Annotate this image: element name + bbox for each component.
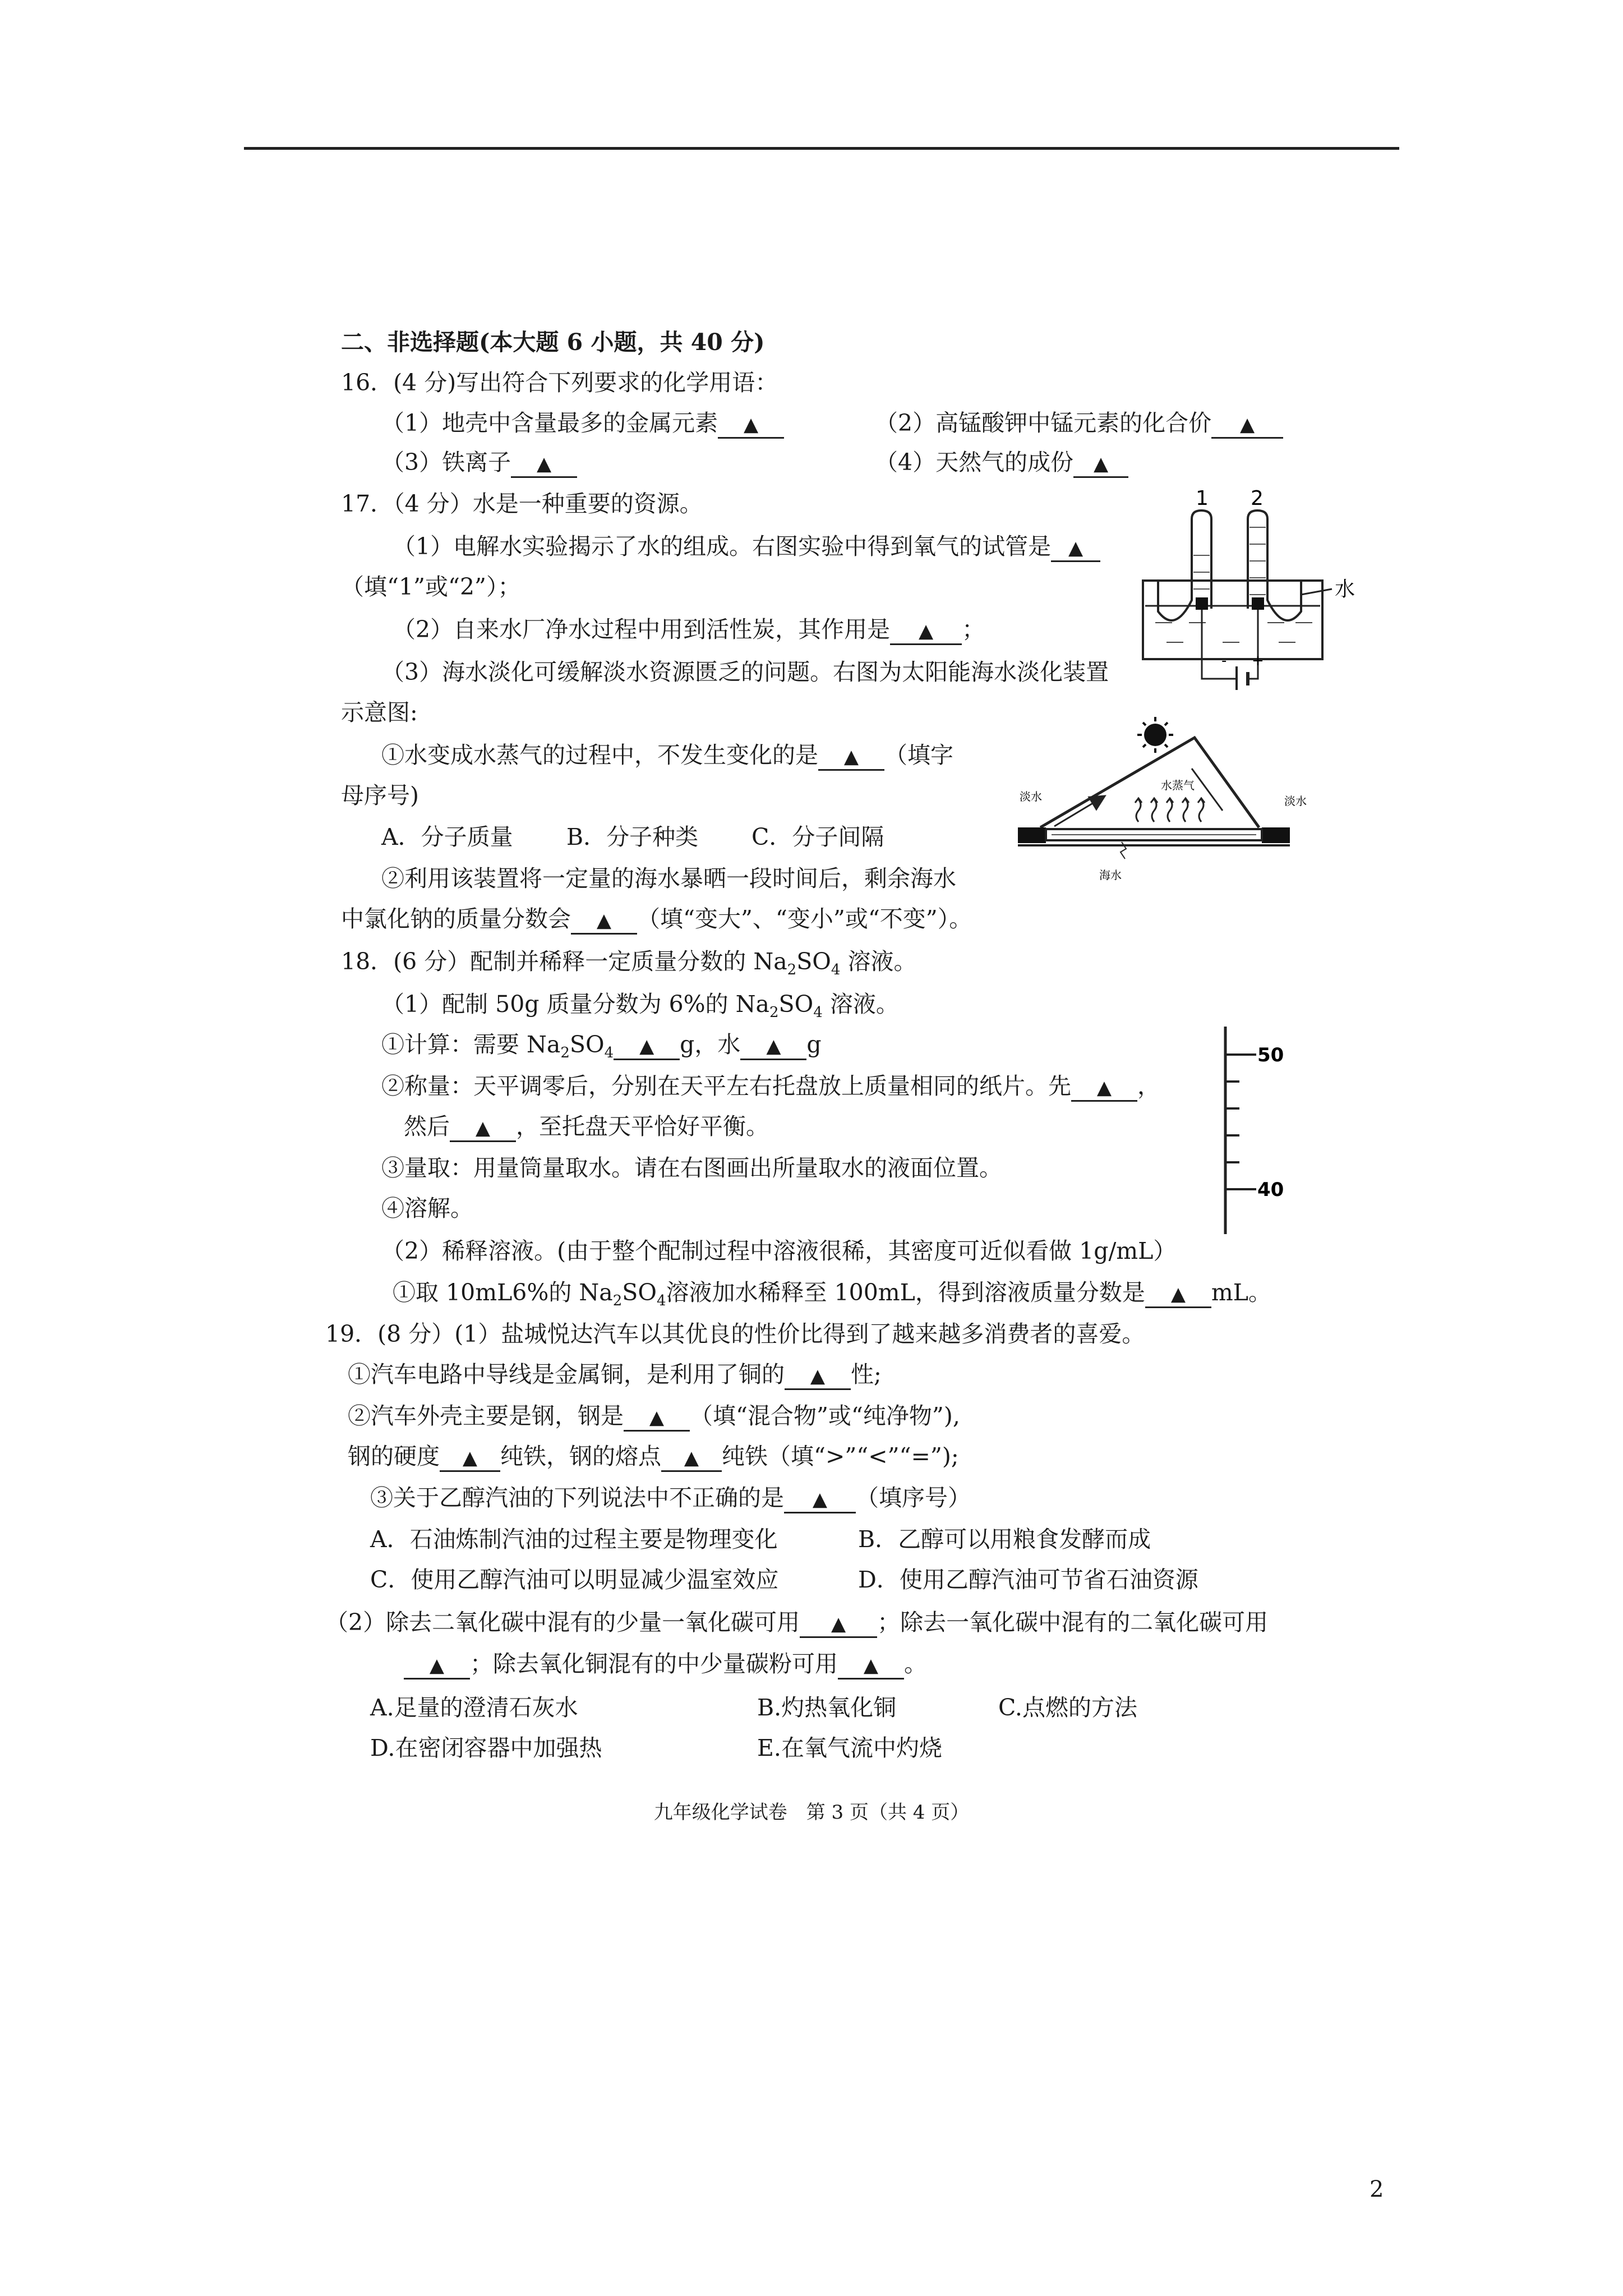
q17-part1 [393,532,1100,562]
q17-part1-text: （1）电解水实验揭示了水的组成。右图实验中得到氧气的试管是 [393,533,1052,560]
q18-stem-end: 溶液。 [840,948,917,975]
q17-part3: （3）海水淡化可缓解淡水资源匮乏的问题。右图为太阳能海水淡化装置 [381,659,1109,685]
battery-minus: - [1221,652,1227,669]
q17-sub1-hint: （填字 [884,742,953,769]
q19-sub2-text: ②汽车外壳主要是钢，钢是 [348,1402,624,1429]
circuit-wire [1202,610,1258,679]
water-pointer [1301,589,1332,595]
subscript: 4 [604,1045,614,1062]
page-footer: 九年级化学试卷 第 3 页（共 4 页） [653,1801,970,1824]
answer-blank[interactable] [661,1444,722,1472]
cylinder-ticks [1225,1055,1256,1189]
q19-part2-cont [404,1649,927,1680]
q18-sub2-end: ，至托盘天平恰好平衡。 [516,1113,769,1140]
q19-sub2-cont [348,1442,959,1472]
q18-part2-sub1-formula: SO [622,1279,657,1306]
q17-option-a: A．分子质量 [381,823,513,850]
q16-part3-text: （3）铁离子 [381,449,511,476]
left-base-block [1018,827,1046,843]
page-number: 2 [1370,2177,1384,2202]
triangle-marker: ▲ [475,1117,491,1139]
q18-sub3: ③量取：用量筒量取水。请在右图画出所量取水的液面位置。 [381,1154,1002,1181]
answer-blank[interactable] [1071,1074,1137,1102]
answer-blank[interactable] [450,1114,516,1142]
q16-part2 [875,408,1283,439]
subscript: 2 [787,961,797,979]
right-flow-arrow [1192,769,1223,811]
q18-sub2-cont [404,1112,769,1142]
q19-part2-text: （2）除去二氧化碳中混有的少量一氧化碳可用 [325,1609,800,1636]
triangle-marker: ▲ [537,453,552,475]
q18-part2: （2）稀释溶液。(由于整个配制过程中溶液很稀，其密度可近似看做 1g/mL） [381,1237,1177,1264]
q19-part2-end: 。 [904,1650,927,1677]
q18-stem-text: 18．(6 分）配制并稀释一定质量分数的 Na [341,948,787,975]
q18-part1-formula: SO [778,991,814,1018]
triangle-marker: ▲ [919,620,934,642]
q18-sub1-text: ①计算：需要 Na [381,1031,561,1058]
solar-desalination-figure [1009,715,1324,900]
triangle-marker: ▲ [429,1654,445,1677]
q18-sub2 [381,1071,1160,1102]
triangle-marker: ▲ [1170,1283,1186,1305]
right-base-block [1262,827,1290,843]
triangle-marker: ▲ [766,1035,781,1057]
answer-blank[interactable] [800,1610,877,1638]
q17-sub2-cont [341,904,972,935]
q17-part2 [393,615,985,645]
q18-part1-text: （1）配制 50g 质量分数为 6%的 Na [381,991,769,1018]
triangle-marker: ▲ [812,1488,828,1511]
fresh-water-left-label: 淡水 [1020,790,1042,803]
triangle-marker: ▲ [649,1406,665,1429]
triangle-marker: ▲ [810,1365,826,1387]
answer-blank[interactable] [1145,1280,1211,1308]
q18-part2-sub1 [393,1278,1271,1308]
electrode-left [1196,597,1208,610]
subscript: 2 [769,1004,779,1022]
answer-blank[interactable] [571,907,637,935]
q18-stem-formula: SO [796,948,831,975]
q19-sub2-hint: （填“混合物”或“纯净物”), [690,1402,960,1429]
answer-blank[interactable] [1073,450,1128,478]
q19-sub1 [348,1360,882,1390]
q18-sub2-then: 然后 [404,1113,450,1140]
q16-part4-text: （4）天然气的成份 [875,449,1074,476]
answer-blank[interactable] [404,1651,470,1680]
graduated-cylinder[interactable] [1217,1027,1307,1240]
q19-choice-c: C.点燃的方法 [998,1694,1137,1721]
q18-part2-sub1-text: ①取 10mL6%的 Na [393,1279,613,1306]
answer-blank[interactable] [818,743,884,771]
q17-sub1 [381,740,953,771]
q19-sub3 [370,1483,971,1513]
q19-melting-text: 纯铁，钢的熔点 [500,1443,661,1470]
answer-blank[interactable] [890,617,962,645]
triangle-marker: ▲ [863,1654,879,1677]
q19-compare-hint: 纯铁（填“>”“<”“=”); [722,1443,959,1470]
q16-stem: 16．(4 分)写出符合下列要求的化学用语： [341,369,778,396]
q19-choice-e: E.在氧气流中灼烧 [757,1734,942,1761]
q16-part2-text: （2）高锰酸钾中锰元素的化合价 [875,409,1212,436]
triangle-marker: ▲ [831,1613,846,1635]
q17-sub1-text: ①水变成水蒸气的过程中，不发生变化的是 [381,742,818,769]
cylinder-label-40: 40 [1257,1179,1284,1201]
q17-part2-end: ； [962,616,985,643]
answer-blank[interactable] [785,1362,851,1390]
q19-option-a: A．石油炼制汽油的过程主要是物理变化 [370,1526,778,1553]
q17-part3-cont: 示意图: [341,699,418,726]
q16-part1 [381,408,784,439]
q16-part4 [875,448,1128,478]
q19-part2-text3: ；除去氧化铜混有的中少量碳粉可用 [470,1650,838,1677]
tube-1-label: 1 [1196,487,1209,510]
electrode-right [1252,597,1264,610]
q19-sub1-text: ①汽车电路中导线是金属铜，是利用了铜的 [348,1361,785,1388]
q19-option-b: B．乙醇可以用粮食发酵而成 [858,1526,1151,1553]
triangle-marker: ▲ [1096,1076,1112,1099]
q18-sub1-unit2: g [806,1031,822,1058]
q19-sub2 [348,1401,960,1432]
q19-stem: 19．(8 分）(1）盐城悦达汽车以其优良的性价比得到了越来越多消费者的喜爱。 [325,1320,1145,1347]
answer-blank[interactable] [740,1032,806,1060]
vapor-arrows [1135,798,1205,822]
q19-sub1-end: 性; [851,1361,882,1388]
q17-sub2-text: 中氯化钠的质量分数会 [341,905,571,932]
answer-blank[interactable] [1051,534,1100,562]
q18-part1-end: 溶液。 [822,991,899,1018]
q18-sub2-comma: ， [1137,1073,1160,1099]
seawater-label: 海水 [1099,868,1122,882]
subscript: 4 [831,961,841,979]
left-flow-arrow [1054,799,1099,826]
water-label: 水 [1335,578,1355,601]
q18-stem [341,947,917,979]
top-rule [244,147,1399,150]
electrolysis-figure [1133,488,1368,690]
q17-option-c: C．分子间隔 [751,823,884,850]
q19-choice-a: A.足量的澄清石灰水 [370,1694,578,1721]
q19-part2-text2: ；除去一氧化碳中混有的二氧化碳可用 [877,1609,1269,1636]
answer-blank[interactable] [624,1404,690,1432]
subscript: 4 [813,1004,823,1022]
water-dashes [1155,623,1312,642]
q18-sub4: ④溶解。 [381,1195,473,1222]
q17-sub1-cont: 母序号) [341,782,419,809]
triangle-marker: ▲ [596,909,612,932]
tube-gas-marks [1193,527,1266,595]
q19-choice-d: D.在密闭容器中加强热 [370,1734,602,1761]
answer-blank[interactable] [784,1485,856,1513]
answer-blank[interactable] [838,1651,904,1680]
q18-sub1-unit: g，水 [680,1031,741,1058]
triangle-marker: ▲ [684,1447,699,1469]
q17-part1-hint: （填“1”或“2”）； [341,573,521,600]
q16-part1-text: （1）地壳中含量最多的金属元素 [381,409,718,436]
q19-sub3-text: ③关于乙醇汽油的下列说法中不正确的是 [370,1484,784,1511]
q17-option-b: B．分子种类 [566,823,699,850]
subscript: 2 [560,1045,570,1062]
answer-blank[interactable] [440,1444,500,1472]
triangle-marker: ▲ [639,1035,654,1057]
answer-blank[interactable] [718,411,784,439]
fresh-water-right-label: 淡水 [1284,794,1307,808]
q17-part2-text: （2）自来水厂净水过程中用到活性炭，其作用是 [393,616,891,643]
cylinder-label-50: 50 [1257,1044,1284,1066]
q19-choice-b: B.灼热氧化铜 [757,1694,897,1721]
sun-icon [1144,724,1166,746]
triangle-marker: ▲ [462,1447,478,1469]
answer-blank[interactable] [511,450,577,478]
q19-option-c: C．使用乙醇汽油可以明显减少温室效应 [370,1566,779,1593]
q19-option-d: D．使用乙醇汽油可节省石油资源 [858,1566,1198,1593]
answer-blank[interactable] [614,1032,680,1060]
q19-part2 [325,1608,1268,1638]
q17-sub2: ②利用该装置将一定量的海水暴晒一段时间后，剩余海水 [381,865,956,892]
battery-plus: + [1252,652,1264,669]
section-title: 二、非选择题(本大题 6 小题，共 40 分) [341,329,765,356]
tube-2-label: 2 [1251,487,1264,510]
q18-sub1 [381,1030,822,1060]
triangle-marker: ▲ [744,413,759,436]
subscript: 4 [656,1292,666,1310]
q17-sub2-hint: （填“变大”、“变小”或“不变”）。 [637,905,972,932]
q19-sub3-hint: （填序号） [856,1484,971,1511]
triangle-marker: ▲ [1068,537,1083,559]
triangle-marker: ▲ [843,746,859,768]
answer-blank[interactable] [1211,411,1283,439]
subscript: 2 [612,1292,623,1310]
glass-cover [1040,738,1259,827]
q16-part3 [381,448,577,478]
vapor-label: 水蒸气 [1161,779,1195,792]
triangle-marker: ▲ [1094,453,1109,475]
q18-part2-sub1-rest: 溶液加水稀释至 100mL，得到溶液质量分数是 [666,1279,1145,1306]
q18-part2-sub1-unit: mL。 [1211,1279,1272,1306]
q19-hardness-text: 钢的硬度 [348,1443,440,1470]
triangle-marker: ▲ [1240,413,1255,436]
q18-sub1-formula: SO [569,1031,605,1058]
q18-sub2-text: ②称量：天平调零后，分别在天平左右托盘放上质量相同的纸片。先 [381,1073,1071,1099]
q18-part1 [381,990,899,1022]
q17-stem: 17．（4 分）水是一种重要的资源。 [341,490,703,517]
